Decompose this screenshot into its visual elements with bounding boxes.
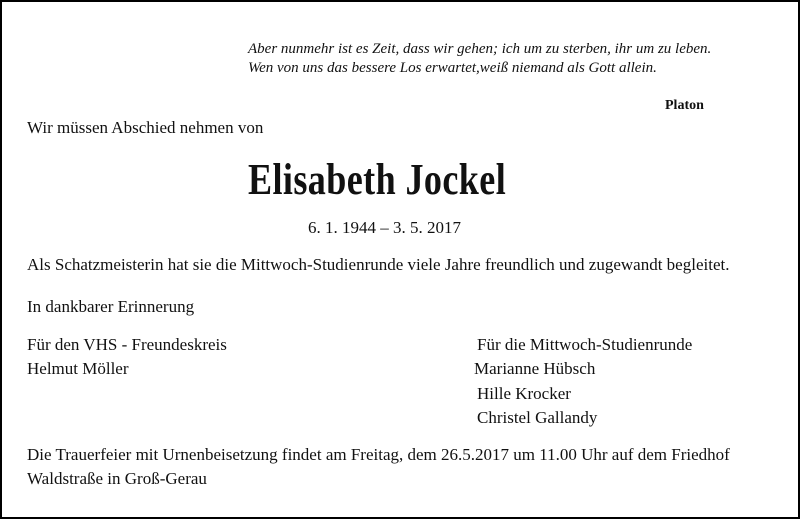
remembrance-text: In dankbarer Erinnerung [27, 297, 195, 316]
right-signatory: Marianne Hübsch [474, 359, 596, 378]
right-signatory: Christel Gallandy [477, 408, 598, 427]
right-signatory: Hille Krocker [477, 384, 571, 403]
tribute-text: Als Schatzmeisterin hat sie die Mittwoch-Studienrunde viele Jahre freundlich und zugewandt begleitet. [27, 255, 730, 274]
quote-line-2: Wen von uns das bessere Los erwartet,weiß niemand als Gott allein. [248, 60, 657, 76]
right-group: Für die Mittwoch-Studienrunde [477, 335, 693, 354]
quote-author: Platon [665, 98, 704, 113]
life-dates: 6. 1. 1944 – 3. 5. 2017 [308, 218, 461, 237]
quote-line-1: Aber nunmehr ist es Zeit, dass wir gehen; ich um zu sterben, ihr um zu leben. [248, 41, 712, 57]
funeral-line-1: Die Trauerfeier mit Urnenbeisetzung findet am Freitag, dem 26.5.2017 um 11.00 Uhr auf dem Friedhof [27, 445, 730, 464]
left-group: Für den VHS - Freundeskreis [27, 335, 227, 354]
intro-text: Wir müssen Abschied nehmen von [27, 118, 264, 137]
left-signatory: Helmut Möller [27, 359, 129, 378]
deceased-name: Elisabeth Jockel [248, 155, 507, 204]
funeral-line-2: Waldstraße in Groß-Gerau [27, 469, 207, 488]
